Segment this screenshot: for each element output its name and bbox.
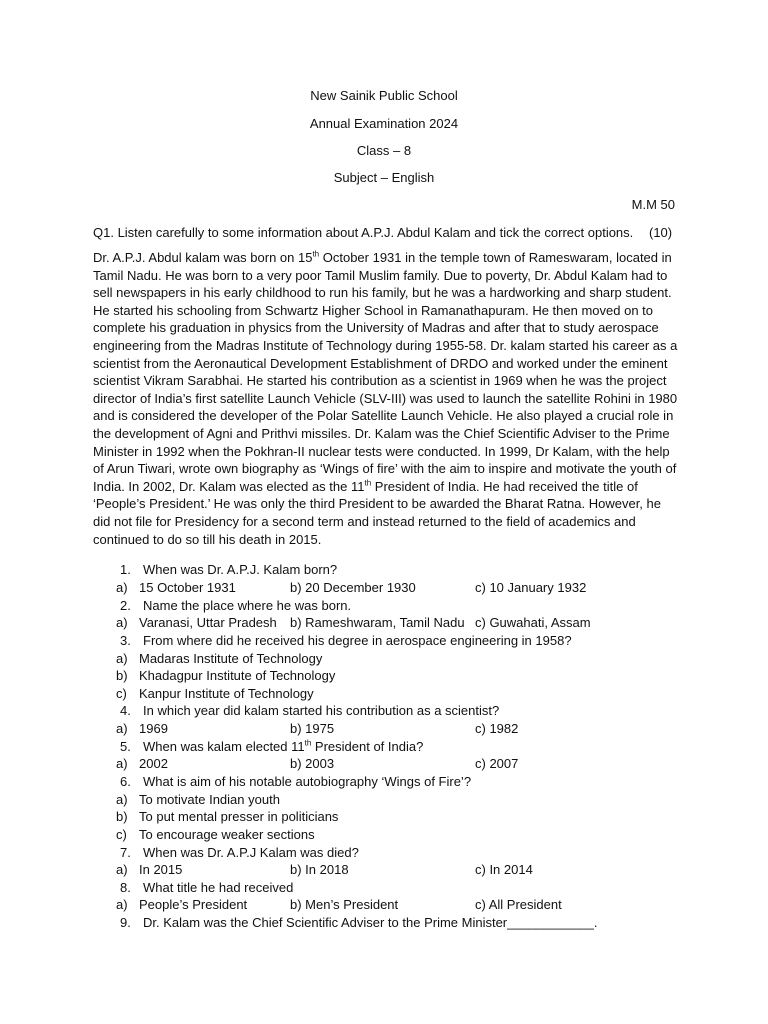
option-a[interactable]: In 2015 <box>139 862 183 877</box>
question-number: 7. <box>120 845 131 860</box>
question-text: What title he had received <box>143 880 294 895</box>
option-c[interactable]: c) 10 January 1932 <box>475 580 587 595</box>
option-letter: b) <box>116 668 128 683</box>
question-number: 1. <box>120 562 131 577</box>
question-number: 3. <box>120 633 131 648</box>
question-number: 8. <box>120 880 131 895</box>
passage-text-3: President of India. He had received the title of ‘People’s President.’ He was only the third President to be awarded the Bharat Ratna. However, he did not file for Presidency for a second term and instead returned to the field of academics and continued to do so till his death in 2015. <box>93 478 661 547</box>
question-text: Dr. Kalam was the Chief Scientific Adviser to the Prime Minister____________. <box>143 915 598 930</box>
question-item <box>0 702 768 719</box>
option-letter: a) <box>116 897 128 912</box>
option-a[interactable]: People’s President <box>139 897 248 912</box>
question-text: When was Dr. A.P.J. Kalam born? <box>143 562 338 577</box>
option-letter: a) <box>116 792 128 807</box>
question-item <box>0 561 768 578</box>
option-row[interactable] <box>0 826 768 843</box>
option-letter: a) <box>116 862 128 877</box>
option-c[interactable]: c) 1982 <box>475 721 519 736</box>
passage-superscript-1: th <box>312 249 320 259</box>
question-marks: (10) <box>649 225 673 240</box>
option-letter: c) <box>116 827 127 842</box>
option-c[interactable]: c) All President <box>475 897 562 912</box>
option-letter: a) <box>116 756 128 771</box>
question-item <box>0 773 768 790</box>
option-b[interactable]: b) Rameshwaram, Tamil Nadu <box>290 615 465 630</box>
max-marks: M.M 50 <box>631 197 675 212</box>
question-number: 4. <box>120 703 131 718</box>
option-c[interactable]: To encourage weaker sections <box>139 827 315 842</box>
option-c[interactable]: c) Guwahati, Assam <box>475 615 591 630</box>
option-letter: a) <box>116 580 128 595</box>
question-item <box>0 597 768 614</box>
option-row[interactable] <box>0 755 768 772</box>
option-a[interactable]: 15 October 1931 <box>139 580 236 595</box>
passage-text-2: October 1931 in the temple town of Rameswaram, located in Tamil Nadu. He was born to a very poor Tamil Muslim family. Due to poverty, Dr. Abdul Kalam had to sell newspapers in his early childhood to run his family, but he was a hardworking and sharp student. He started his schooling from Schwartz Higher School in Ramanathapuram. He then moved on to complete his graduation in physics from the University of Madras and after that to study aerospace engineering from the Madras Institute of Technology during 1955-58. Dr. kalam started his career as a scientist from the Aeronautical Development Establishment of DRDO and worked under the eminent scientist Vikram Sarabhai. He started his contribution as a scientist in 1969 when he was the project director of India’s first satellite Launch Vehicle (SLV-III) was used to launch the satellite Rohini in 1980 and is considered the developer of the Polar Satellite Launch Vehicle. He also played a crucial role in the development of Agni and Prithvi missiles. Dr. Kalam was the Chief Scientific Adviser to the Prime Minister in 1992 when the Pokhran-II nuclear tests were conducted. In 1999, Dr Kalam, with the help of Arun Tiwari, wrote own biography as ‘Wings of fire’ with the aim to inspire and motivate the youth of India. In 2002, Dr. Kalam was elected as the 11 <box>93 250 678 494</box>
question-text: Name the place where he was born. <box>143 598 352 613</box>
passage-text-1: Dr. A.P.J. Abdul kalam was born on 15 <box>93 250 313 265</box>
exam-title: Annual Examination 2024 <box>309 116 459 131</box>
option-row[interactable] <box>0 667 768 684</box>
question-superscript: th <box>304 738 312 748</box>
question-number: 2. <box>120 598 131 613</box>
question-item <box>0 844 768 861</box>
option-a[interactable]: To motivate Indian youth <box>139 792 280 807</box>
option-b[interactable]: b) In 2018 <box>290 862 349 877</box>
option-row[interactable] <box>0 808 768 825</box>
option-a[interactable]: 1969 <box>139 721 168 736</box>
class-label: Class – 8 <box>356 143 412 158</box>
question-item <box>0 738 768 755</box>
option-row[interactable] <box>0 720 768 737</box>
question-text-part: When was kalam elected 11 <box>143 739 305 754</box>
question-text: In which year did kalam started his contribution as a scientist? <box>143 703 500 718</box>
option-b[interactable]: b) 20 December 1930 <box>290 580 416 595</box>
option-row[interactable] <box>0 614 768 631</box>
question-item <box>0 632 768 649</box>
option-c[interactable]: c) 2007 <box>475 756 519 771</box>
question-item <box>0 879 768 896</box>
subject-label: Subject – English <box>333 170 435 185</box>
option-c[interactable]: Kanpur Institute of Technology <box>139 686 314 701</box>
question-instruction: Q1. Listen carefully to some information about A.P.J. Abdul Kalam and tick the correct options. <box>93 225 634 240</box>
option-a[interactable]: Madaras Institute of Technology <box>139 651 323 666</box>
option-letter: c) <box>116 686 127 701</box>
passage-superscript-2: th <box>364 478 372 488</box>
option-a[interactable]: Varanasi, Uttar Pradesh <box>139 615 277 630</box>
question-text: From where did he received his degree in aerospace engineering in 1958? <box>143 633 572 648</box>
option-b[interactable]: b) Men’s President <box>290 897 399 912</box>
reading-passage <box>93 249 678 548</box>
option-row[interactable] <box>0 861 768 878</box>
option-letter: a) <box>116 615 128 630</box>
option-b[interactable]: b) 2003 <box>290 756 335 771</box>
option-letter: a) <box>116 651 128 666</box>
option-b[interactable]: Khadagpur Institute of Technology <box>139 668 336 683</box>
question-item <box>0 914 768 931</box>
option-row[interactable] <box>0 685 768 702</box>
question-number: 6. <box>120 774 131 789</box>
option-letter: b) <box>116 809 128 824</box>
option-row[interactable] <box>0 579 768 596</box>
option-b[interactable]: To put mental presser in politicians <box>139 809 339 824</box>
option-row[interactable] <box>0 896 768 913</box>
question-number: 9. <box>120 915 131 930</box>
option-row[interactable] <box>0 650 768 667</box>
question-text: When was Dr. A.P.J Kalam was died? <box>143 845 359 860</box>
question-text: What is aim of his notable autobiography ‘Wings of Fire’? <box>143 774 472 789</box>
question-number: 5. <box>120 739 131 754</box>
option-letter: a) <box>116 721 128 736</box>
question-text-part: President of India? <box>311 739 424 754</box>
option-row[interactable] <box>0 791 768 808</box>
question-text <box>143 738 423 755</box>
option-c[interactable]: c) In 2014 <box>475 862 533 877</box>
school-name: New Sainik Public School <box>310 88 458 103</box>
option-a[interactable]: 2002 <box>139 756 168 771</box>
option-b[interactable]: b) 1975 <box>290 721 335 736</box>
